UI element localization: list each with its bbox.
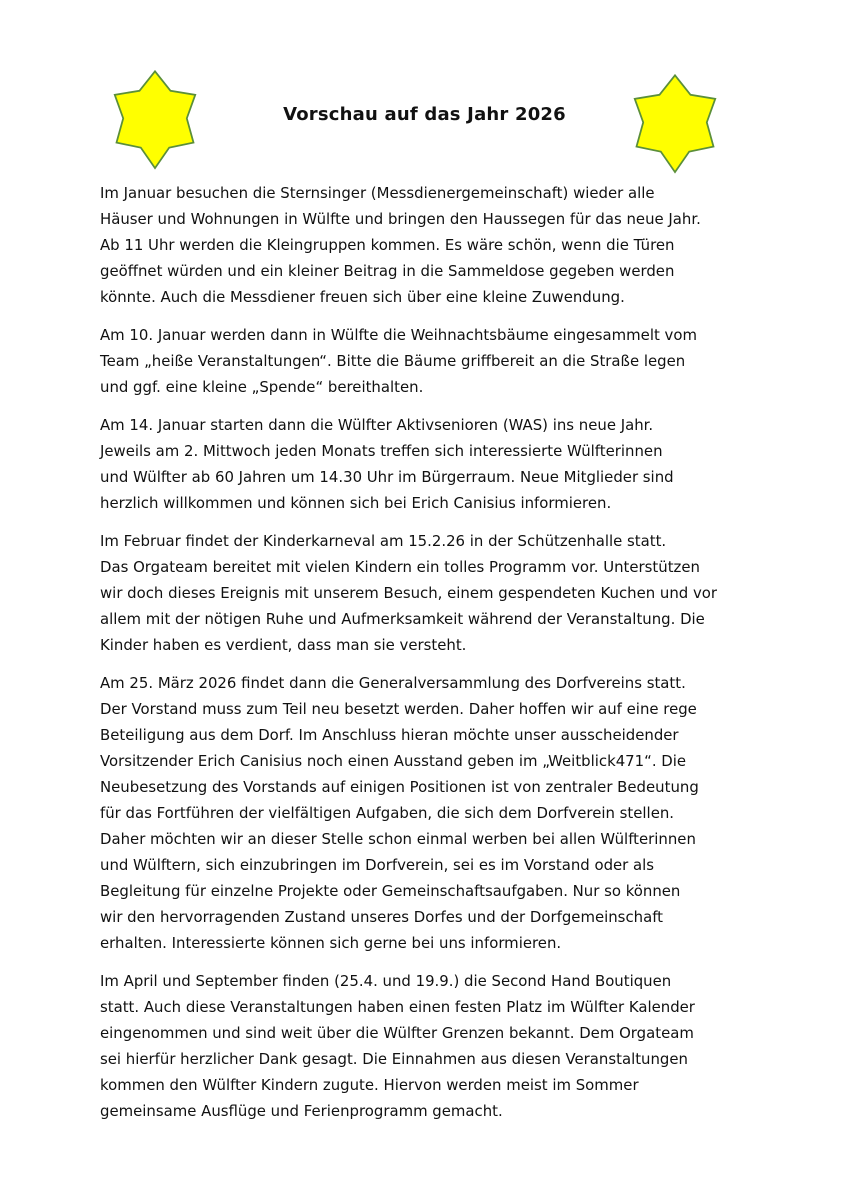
text-line: für das Fortführen der vielfältigen Aufgaben, die sich dem Dorfverein stellen. [100, 804, 675, 822]
text-line: Der Vorstand muss zum Teil neu besetzt werden. Daher hoffen wir auf eine rege [100, 700, 697, 718]
paragraph [100, 528, 760, 658]
text-line: gemeinsame Ausflüge und Ferienprogramm gemacht. [100, 1102, 503, 1120]
text-line: statt. Auch diese Veranstaltungen haben einen festen Platz im Wülfter Kalender [100, 998, 695, 1016]
paragraph [100, 322, 760, 400]
text-line: erhalten. Interessierte können sich gerne bei uns informieren. [100, 934, 562, 952]
text-line: geöffnet würden und ein kleiner Beitrag in die Sammeldose gegeben werden [100, 262, 675, 280]
text-line: Im Februar findet der Kinderkarneval am 15.2.26 in der Schützenhalle statt. [100, 532, 667, 550]
text-line: und Wülfter ab 60 Jahren um 14.30 Uhr im Bürgerraum. Neue Mitglieder sind [100, 468, 674, 486]
text-line: Team „heiße Veranstaltungen“. Bitte die Bäume griffbereit an die Straße legen [100, 352, 686, 370]
text-line: kommen den Wülfter Kindern zugute. Hiervon werden meist im Sommer [100, 1076, 639, 1094]
text-line: Im Januar besuchen die Sternsinger (Messdienergemeinschaft) wieder alle [100, 184, 655, 202]
text-line: Am 14. Januar starten dann die Wülfter Aktivsenioren (WAS) ins neue Jahr. [100, 416, 654, 434]
text-line: Beteiligung aus dem Dorf. Im Anschluss hieran möchte unser ausscheidender [100, 726, 679, 744]
paragraph [100, 180, 760, 310]
text-line: wir den hervorragenden Zustand unseres Dorfes und der Dorfgemeinschaft [100, 908, 664, 926]
text-line: wir doch dieses Ereignis mit unserem Besuch, einem gespendeten Kuchen und vor [100, 584, 718, 602]
text-line: Neubesetzung des Vorstands auf einigen Positionen ist von zentraler Bedeutung [100, 778, 699, 796]
page-title: Vorschau auf das Jahr 2026 [283, 104, 566, 125]
text-line: Vorsitzender Erich Canisius noch einen Ausstand geben im „Weitblick471“. Die [100, 752, 687, 770]
text-line: Am 25. März 2026 findet dann die Generalversammlung des Dorfvereins statt. [100, 674, 686, 692]
star-right-icon [620, 72, 730, 182]
paragraph [100, 670, 760, 956]
text-line: allem mit der nötigen Ruhe und Aufmerksamkeit während der Veranstaltung. Die [100, 610, 705, 628]
text-line: Kinder haben es verdient, dass man sie versteht. [100, 636, 467, 654]
text-line: und Wülftern, sich einzubringen im Dorfverein, sei es im Vorstand oder als [100, 856, 655, 874]
text-line: Im April und September finden (25.4. und 19.9.) die Second Hand Boutiquen [100, 972, 672, 990]
text-line: eingenommen und sind weit über die Wülfter Grenzen bekannt. Dem Orgateam [100, 1024, 694, 1042]
text-line: Das Orgateam bereitet mit vielen Kindern ein tolles Programm vor. Unterstützen [100, 558, 700, 576]
text-line: Begleitung für einzelne Projekte oder Gemeinschaftsaufgaben. Nur so können [100, 882, 681, 900]
text-line: und ggf. eine kleine „Spende“ bereithalten. [100, 378, 424, 396]
paragraph [100, 968, 760, 1124]
text-line: Ab 11 Uhr werden die Kleingruppen kommen. Es wäre schön, wenn die Türen [100, 236, 675, 254]
text-line: könnte. Auch die Messdiener freuen sich über eine kleine Zuwendung. [100, 288, 625, 306]
text-line: Daher möchten wir an dieser Stelle schon einmal werben bei allen Wülfterinnen [100, 830, 696, 848]
paragraph [100, 412, 760, 516]
text-line: sei hierfür herzlicher Dank gesagt. Die Einnahmen aus diesen Veranstaltungen [100, 1050, 688, 1068]
text-line: Am 10. Januar werden dann in Wülfte die Weihnachtsbäume eingesammelt vom [100, 326, 697, 344]
text-line: Häuser und Wohnungen in Wülfte und bringen den Haussegen für das neue Jahr. [100, 210, 701, 228]
text-line: Jeweils am 2. Mittwoch jeden Monats treffen sich interessierte Wülfterinnen [100, 442, 663, 460]
article-body [100, 180, 760, 1136]
text-line: herzlich willkommen und können sich bei Erich Canisius informieren. [100, 494, 612, 512]
